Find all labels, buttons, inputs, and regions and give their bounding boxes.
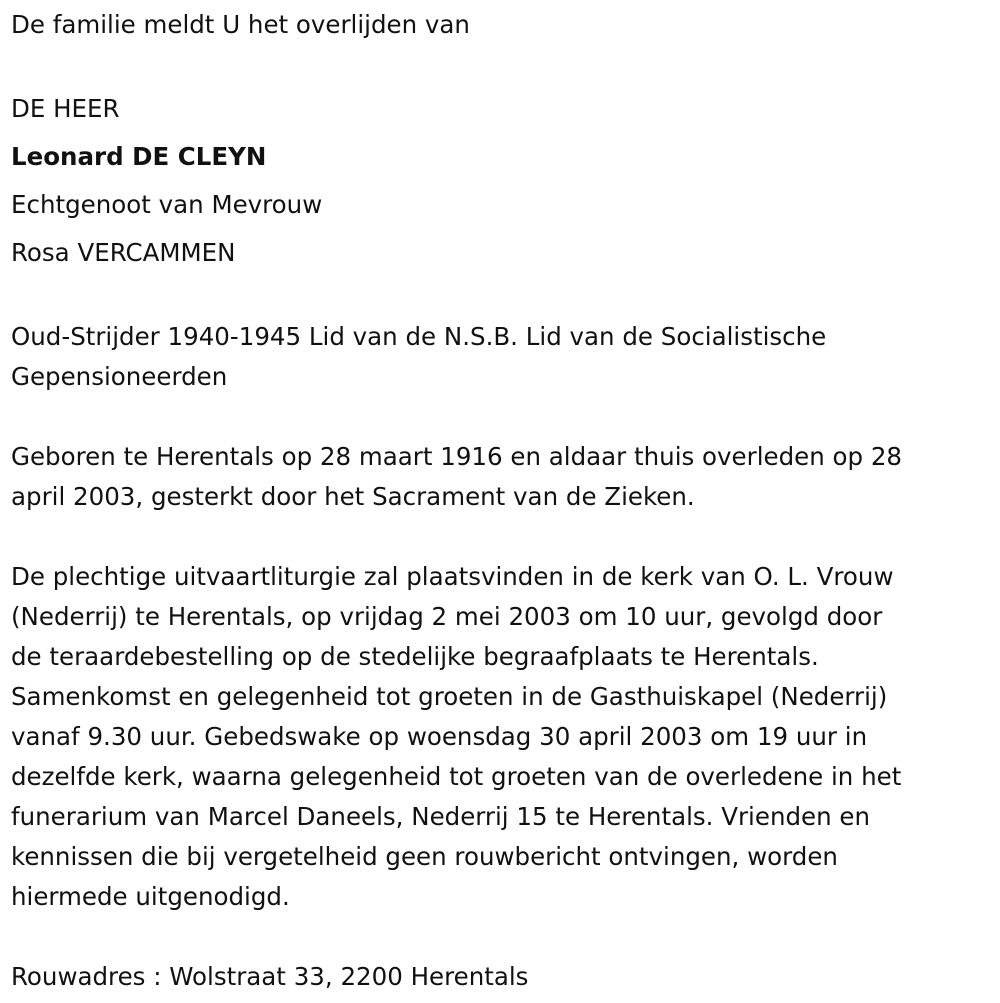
title-text: DE HEER (11, 94, 120, 123)
funeral-paragraph (11, 557, 986, 917)
funeral-line: (Nederrij) te Herentals, op vrijdag 2 mei 2003 om 10 uur, gevolgd door (11, 602, 883, 631)
memberships-paragraph (11, 317, 986, 397)
obituary-notice (11, 0, 986, 997)
memberships-line-2: Gepensioneerden (11, 362, 228, 391)
memberships-line-1: Oud-Strijder 1940-1945 Lid van de N.S.B. Lid van de Socialistische (11, 322, 827, 351)
funeral-line: dezelfde kerk, waarna gelegenheid tot groeten van de overledene in het (11, 762, 902, 791)
funeral-line: De plechtige uitvaartliturgie zal plaatsvinden in de kerk van O. L. Vrouw (11, 562, 894, 591)
birth-line-2: april 2003, gesterkt door het Sacrament van de Zieken. (11, 482, 695, 511)
deceased-name: Leonard DE CLEYN (11, 142, 267, 171)
mourning-address: Rouwadres : Wolstraat 33, 2200 Herentals (11, 962, 529, 991)
funeral-line: hiermede uitgenodigd. (11, 882, 290, 911)
birth-death-paragraph (11, 437, 986, 517)
funeral-line: vanaf 9.30 uur. Gebedswake op woensdag 30 april 2003 om 19 uur in (11, 722, 868, 751)
funeral-line: kennissen die bij vergetelheid geen rouwbericht ontvingen, worden (11, 842, 838, 871)
funeral-line: de teraardebestelling op de stedelijke begraafplaats te Herentals. (11, 642, 819, 671)
spouse-line-1: Echtgenoot van Mevrouw (11, 190, 323, 219)
spouse-line-2: Rosa VERCAMMEN (11, 238, 236, 267)
intro-text: De familie meldt U het overlijden van (11, 10, 470, 39)
funeral-line: Samenkomst en gelegenheid tot groeten in de Gasthuiskapel (Nederrij) (11, 682, 888, 711)
deceased-block (11, 85, 986, 277)
birth-line-1: Geboren te Herentals op 28 maart 1916 en aldaar thuis overleden op 28 (11, 442, 903, 471)
funeral-line: funerarium van Marcel Daneels, Nederrij 15 te Herentals. Vrienden en (11, 802, 871, 831)
